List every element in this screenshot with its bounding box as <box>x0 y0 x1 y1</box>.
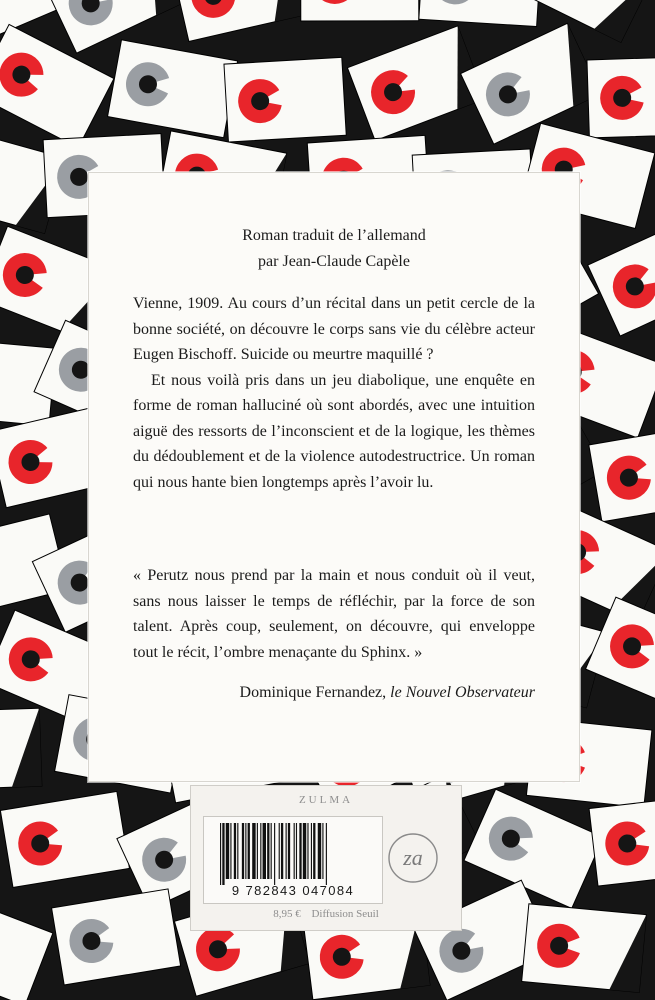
text-panel <box>88 172 580 782</box>
barcode-bar <box>245 823 246 879</box>
eye-card <box>301 0 419 21</box>
translation-credit <box>89 223 579 275</box>
barcode-bar <box>326 823 327 885</box>
eye-card <box>461 23 601 144</box>
barcode-panel <box>190 785 462 931</box>
barcode-bar <box>271 823 272 879</box>
eye-card <box>0 708 42 790</box>
translation-line-1: Roman traduit de l’allemand <box>242 227 426 244</box>
barcode-bar <box>274 823 275 885</box>
eye-card <box>586 597 655 715</box>
eye-card <box>224 57 346 142</box>
barcode-bar <box>288 823 290 879</box>
summary-paragraph-1: Vienne, 1909. Au cours d’un récital dans un petit cercle de la bonne société, on découvre le corps sans vie du célèbre acteur Eugen Bischoff. Suicide ou meurtre maquillé ? <box>133 295 535 363</box>
isbn-barcode <box>220 823 370 885</box>
barcode-bar <box>303 823 306 879</box>
eye-card <box>464 789 604 908</box>
barcode-bar <box>286 823 287 879</box>
attribution-publication: Nouvel Observateur <box>405 684 535 701</box>
barcode-bar <box>248 823 250 879</box>
barcode-bar <box>252 823 255 879</box>
barcode-bar <box>260 823 261 879</box>
barcode-bar <box>313 823 315 879</box>
barcode-bar <box>222 823 224 885</box>
barcode-bar <box>322 823 323 879</box>
barcode-bar <box>311 823 312 879</box>
eye-card <box>589 795 655 886</box>
barcode-bar <box>220 823 221 885</box>
price: 8,95 € <box>273 908 301 920</box>
review-quote <box>133 563 535 665</box>
attribution-article: le <box>390 684 402 701</box>
barcode-bar <box>318 823 321 879</box>
translation-line-2: par Jean-Claude Capèle <box>258 253 410 270</box>
barcode-bar <box>299 823 301 879</box>
barcode-bar <box>294 823 295 879</box>
barcode-bar <box>279 823 280 879</box>
barcode-bar <box>281 823 283 879</box>
eye-card <box>587 56 655 138</box>
barcode-bar <box>237 823 238 879</box>
summary-text <box>133 291 535 495</box>
barcode-bar <box>226 823 229 879</box>
isbn-digits: 9 782843 047084 <box>231 883 355 898</box>
distributor: Diffusion Seuil <box>311 908 379 920</box>
eye-card <box>588 216 655 336</box>
barcode-bar <box>307 823 308 879</box>
summary-paragraph-2: Et nous voilà pris dans un jeu diabolique, une enquête en forme de roman halluciné où sont abordés, avec une intuition aiguë des ressorts de l’inconscient et de la logique, les thèmes du dédoublement et de la violence autodestructrice. Un roman qui nous hante bien longtemps après l’avoir lu. <box>133 371 535 491</box>
svg-text:za: za <box>403 845 423 870</box>
eye-card <box>52 889 181 985</box>
eye-card <box>0 891 53 1000</box>
eye-card <box>108 40 238 138</box>
eye-card <box>0 791 129 887</box>
barcode-bar <box>263 823 266 879</box>
review-quote-text: « Perutz nous prend par la main et nous conduit où il veut, sans nous laisser le temps de réfléchir, par la force de son talent. Après coup, seulement, on découvre, qui enveloppe tout le récit, l’ombre menaçante du Sphinx. » <box>133 567 535 661</box>
barcode-bar <box>257 823 258 879</box>
barcode-frame <box>203 816 383 904</box>
quote-attribution <box>240 680 535 705</box>
barcode-bar <box>242 823 244 879</box>
eye-card <box>522 904 647 993</box>
eye-card <box>589 425 655 522</box>
publisher-name: ZULMA <box>298 794 354 806</box>
barcode-bar <box>296 823 297 879</box>
barcode-bar <box>267 823 269 879</box>
zulma-logo-icon <box>387 832 439 884</box>
eye-card <box>419 0 542 27</box>
price-line <box>191 908 461 920</box>
attribution-author: Dominique Fernandez, <box>239 684 387 701</box>
eye-card <box>43 0 183 53</box>
barcode-bar <box>230 823 231 879</box>
barcode-bar <box>234 823 236 879</box>
eye-card <box>171 0 303 41</box>
